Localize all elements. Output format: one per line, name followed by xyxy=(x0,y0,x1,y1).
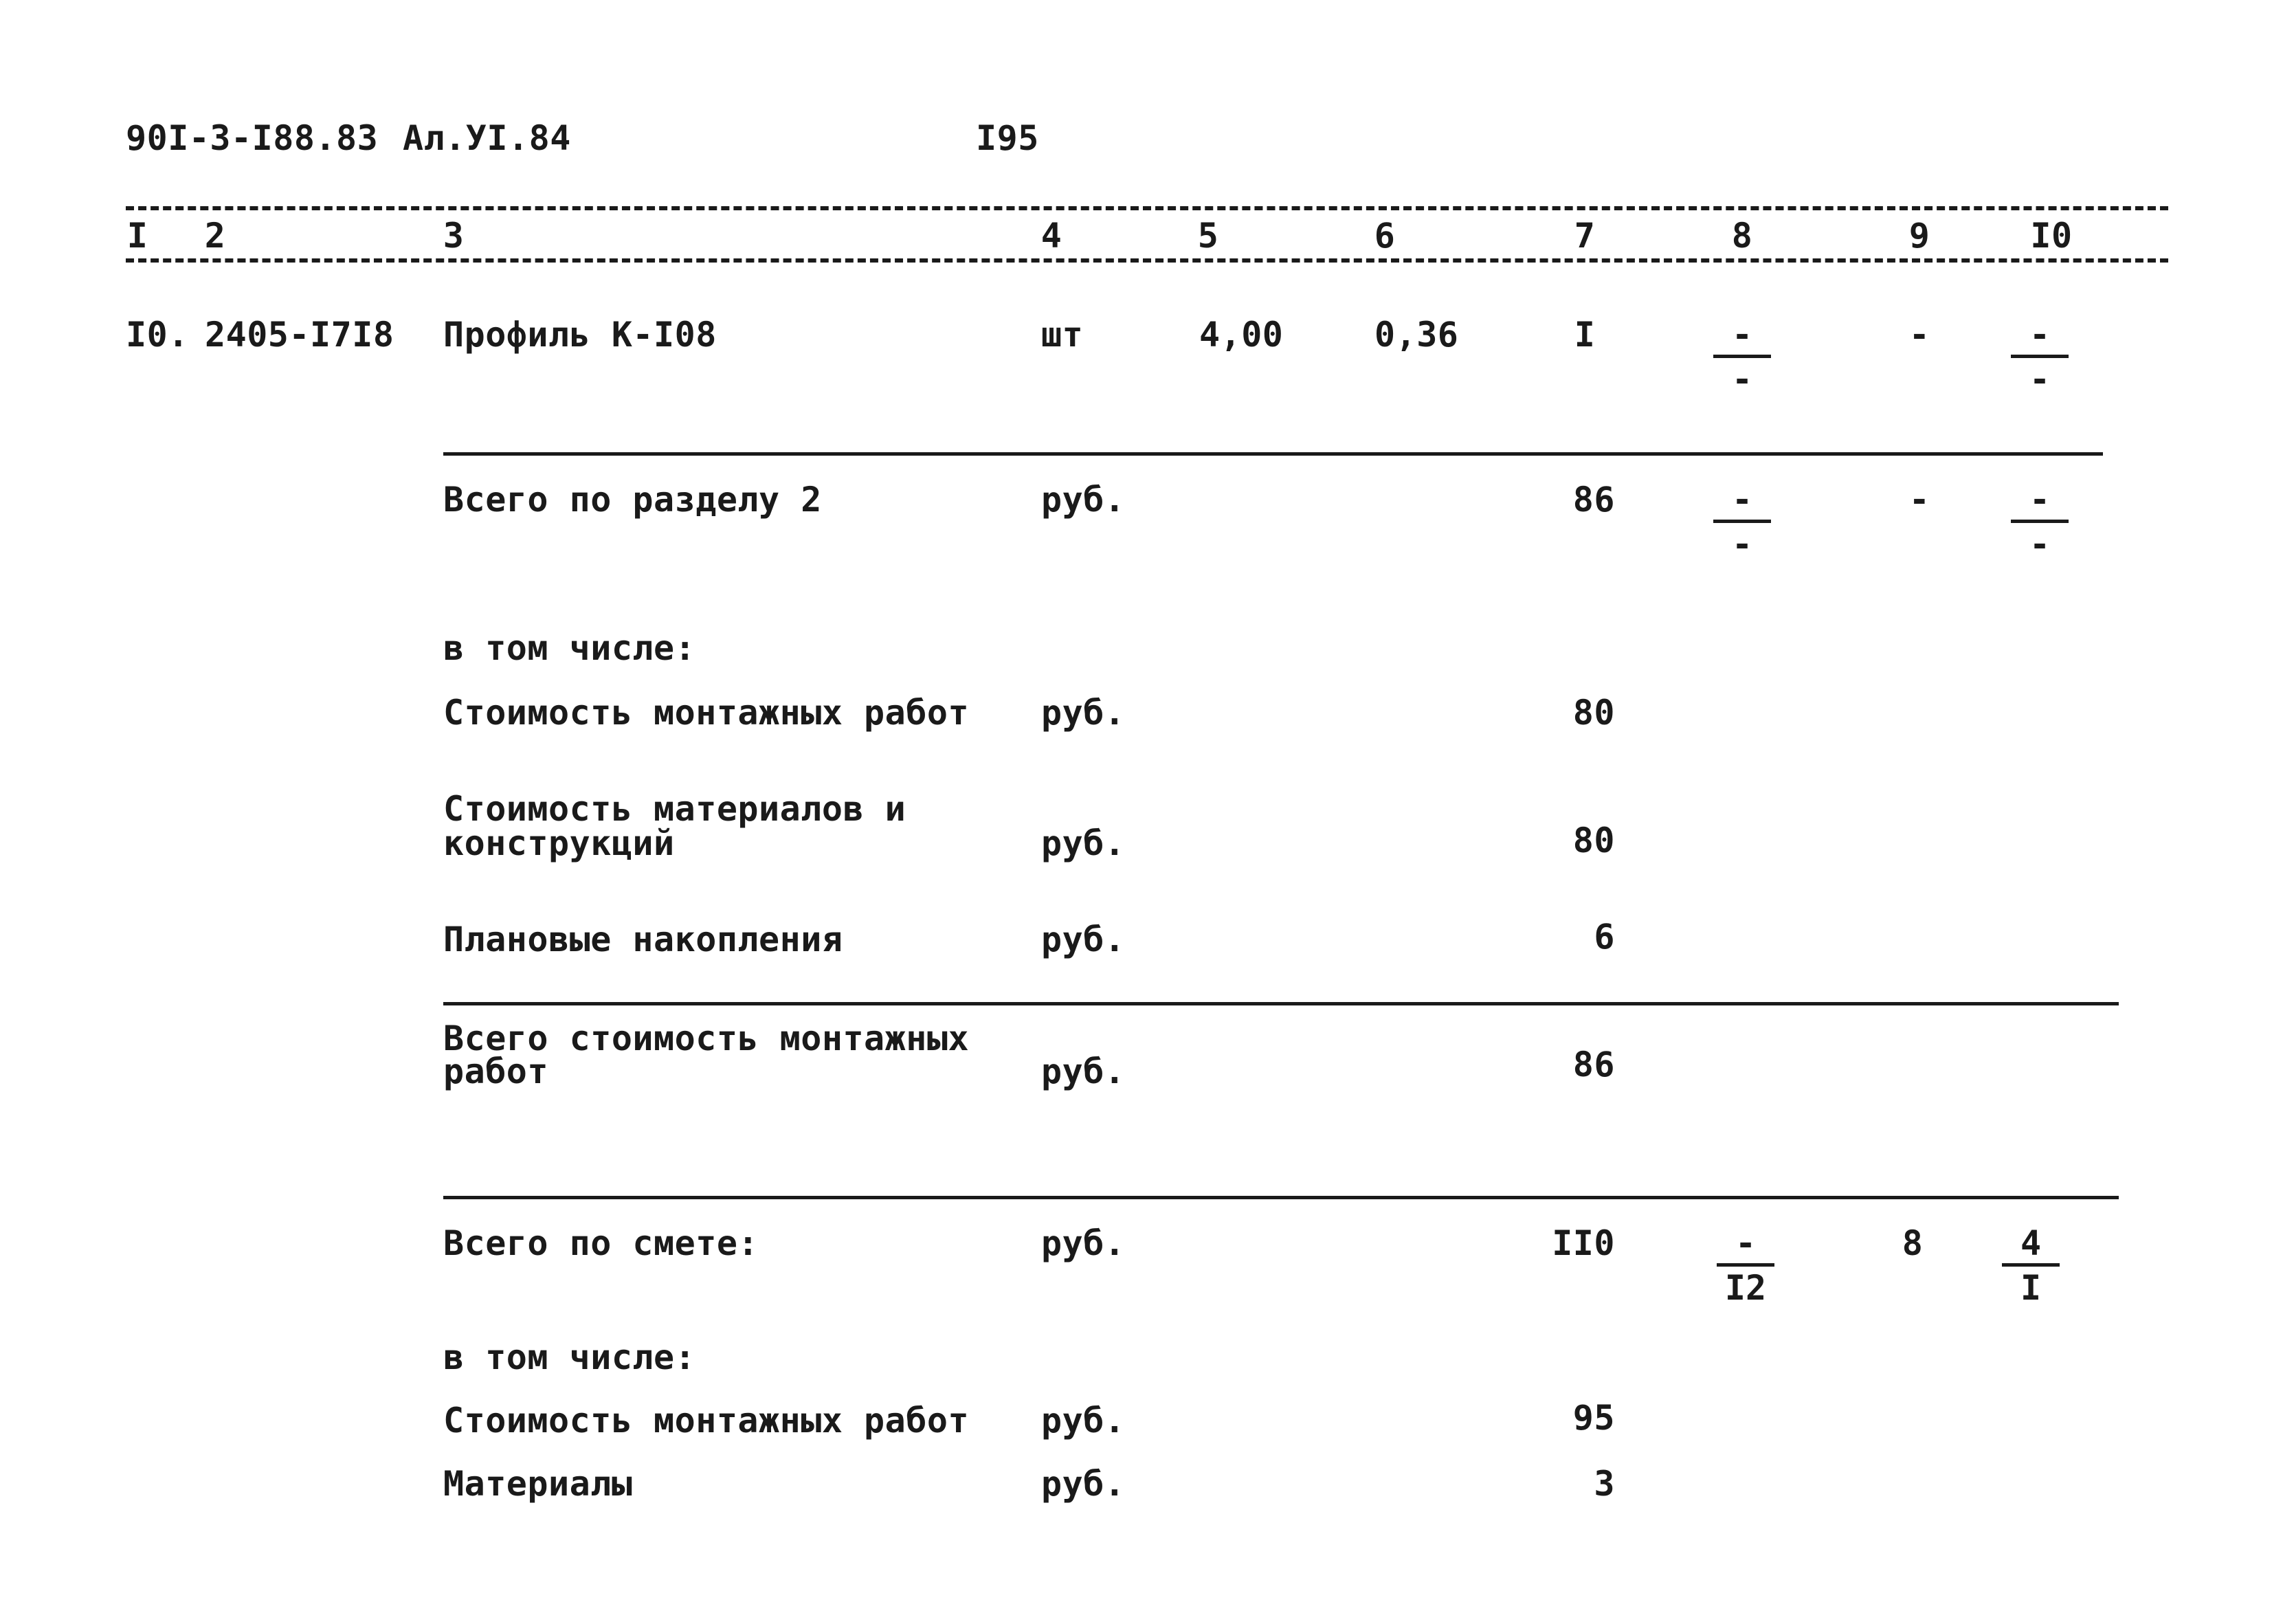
fraction-bar xyxy=(2011,355,2069,358)
item-code: 2405-I7I8 xyxy=(205,315,394,355)
estimate-total-unit: руб. xyxy=(1041,1223,1126,1263)
column-number-3: 3 xyxy=(443,216,465,256)
header-bottom-dashed-rule xyxy=(126,258,2168,263)
item-col8-top: - xyxy=(1731,315,1753,355)
fraction-bar xyxy=(1717,1263,1774,1267)
estimate-breakdown-value: 3 xyxy=(1594,1464,1615,1504)
including-label: в том числе: xyxy=(443,1337,696,1377)
fraction-bar xyxy=(2011,520,2069,523)
section-total-col7: 86 xyxy=(1572,480,1615,520)
section-total-unit: руб. xyxy=(1041,480,1126,520)
estimate-breakdown-label: Стоимость монтажных работ xyxy=(443,1401,970,1441)
column-number-9: 9 xyxy=(1908,216,1930,256)
fraction-bar xyxy=(1713,355,1771,358)
breakdown-unit: руб. xyxy=(1041,920,1126,959)
column-number-6: 6 xyxy=(1374,216,1396,256)
item-col6: 0,36 xyxy=(1374,315,1459,355)
column-number-2: 2 xyxy=(204,216,226,256)
section-total-col10-bottom: - xyxy=(2029,524,2051,564)
breakdown-unit: руб. xyxy=(1041,693,1126,733)
total-installation-label-line2: работ xyxy=(443,1052,549,1091)
section-total-col8-top: - xyxy=(1731,480,1753,520)
column-number-5: 5 xyxy=(1197,216,1219,256)
item-col10-top: - xyxy=(2029,315,2051,355)
section-total-col10-fraction xyxy=(2011,480,2069,564)
section-total-col8-fraction xyxy=(1713,480,1771,564)
item-col8-bottom: - xyxy=(1731,359,1753,399)
column-number-8: 8 xyxy=(1731,216,1753,256)
estimate-divider-rule xyxy=(443,1196,2119,1199)
estimate-breakdown-unit: руб. xyxy=(1041,1464,1126,1504)
breakdown-label-line2: конструкций xyxy=(443,823,675,863)
estimate-breakdown-value: 95 xyxy=(1572,1398,1615,1438)
section-divider-rule xyxy=(443,452,2103,456)
breakdown-unit: руб. xyxy=(1041,823,1126,863)
estimate-total-col10-top: 4 xyxy=(2020,1223,2042,1263)
album-code: Ал.УI.84 xyxy=(403,118,571,158)
item-number: I0. xyxy=(126,315,189,355)
including-label: в том числе: xyxy=(443,628,696,668)
estimate-total-col10-bottom: I xyxy=(2020,1268,2042,1308)
fraction-bar xyxy=(1713,520,1771,523)
total-installation-unit: руб. xyxy=(1041,1052,1126,1091)
page-number: I95 xyxy=(976,118,1039,158)
item-name: Профиль К-I08 xyxy=(443,315,717,355)
breakdown-label: Стоимость монтажных работ xyxy=(443,693,970,733)
section-total-col8-bottom: - xyxy=(1731,524,1753,564)
breakdown-label-line1: Стоимость материалов и xyxy=(443,789,906,829)
total-installation-label-line1: Всего стоимость монтажных xyxy=(443,1019,970,1058)
item-col10-bottom: - xyxy=(2029,359,2051,399)
column-number-10: I0 xyxy=(2030,216,2073,256)
section-total-col10-top: - xyxy=(2029,480,2051,520)
estimate-total-col10-fraction xyxy=(2002,1223,2060,1308)
estimate-breakdown-label: Материалы xyxy=(443,1464,633,1504)
estimate-total-col8-top: - xyxy=(1735,1223,1757,1263)
document-code: 90I-3-I88.83 xyxy=(126,118,379,158)
item-col8-fraction xyxy=(1713,315,1771,399)
item-unit: шт xyxy=(1041,315,1084,355)
section-total-label: Всего по разделу 2 xyxy=(443,480,822,520)
installation-divider-rule xyxy=(443,1002,2119,1005)
column-number-7: 7 xyxy=(1574,216,1596,256)
fraction-bar xyxy=(2002,1263,2060,1267)
section-total-col9: - xyxy=(1908,480,1930,520)
column-number-1: I xyxy=(126,216,148,256)
item-col10-fraction xyxy=(2011,315,2069,399)
estimate-total-label: Всего по смете: xyxy=(443,1223,759,1263)
breakdown-value: 6 xyxy=(1594,917,1615,957)
estimate-total-col8-bottom: I2 xyxy=(1724,1268,1767,1308)
breakdown-label: Плановые накопления xyxy=(443,920,843,959)
estimate-total-col7: II0 xyxy=(1552,1223,1615,1263)
column-number-4: 4 xyxy=(1040,216,1062,256)
item-col9: - xyxy=(1908,315,1930,355)
breakdown-value: 80 xyxy=(1572,821,1615,860)
item-col5: 4,00 xyxy=(1199,315,1284,355)
item-col7: I xyxy=(1574,315,1596,355)
total-installation-value: 86 xyxy=(1572,1045,1615,1084)
estimate-total-col8-fraction xyxy=(1717,1223,1774,1308)
breakdown-value: 80 xyxy=(1572,693,1615,733)
estimate-total-col9: 8 xyxy=(1902,1223,1924,1263)
estimate-breakdown-unit: руб. xyxy=(1041,1401,1126,1441)
header-top-dashed-rule xyxy=(126,206,2168,210)
